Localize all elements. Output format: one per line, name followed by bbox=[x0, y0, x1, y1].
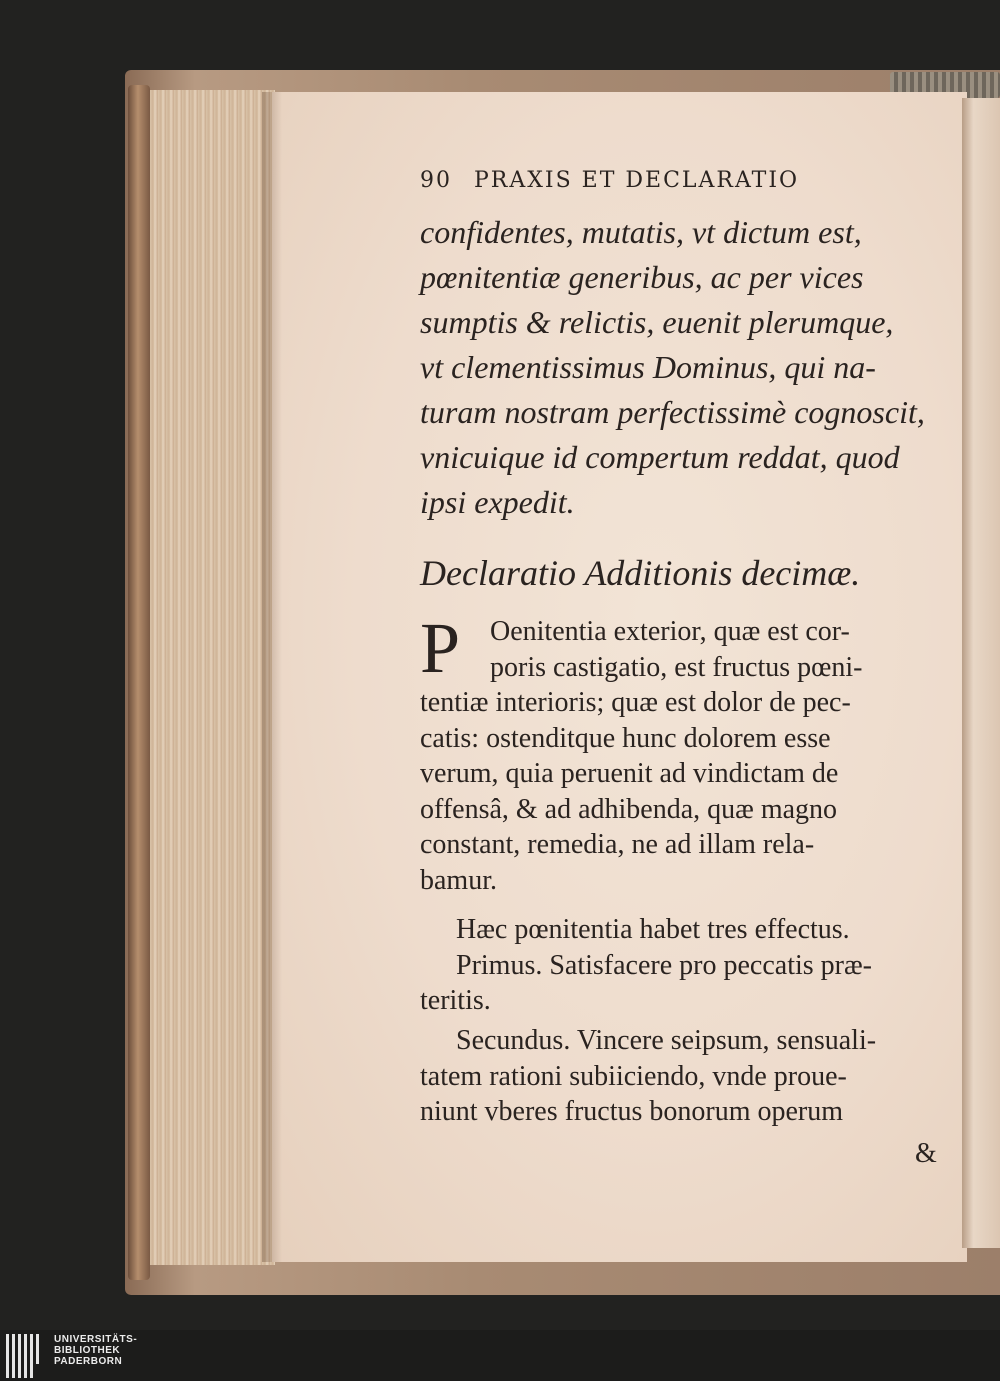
text-line: tentiæ interioris; quæ est dolor de pec- bbox=[420, 687, 851, 718]
text-line: turam nostram perfectissimè cognoscit, bbox=[420, 394, 925, 430]
text-line: Hæc pœnitentia habet tres effectus. bbox=[456, 914, 850, 945]
running-title: PRAXIS ET DECLARATIO bbox=[474, 168, 800, 193]
text-line: ipsi expedit. bbox=[420, 484, 575, 520]
text-line: Primus. Satisfacere pro peccatis præ- bbox=[456, 949, 872, 981]
footer-bar bbox=[0, 1330, 1000, 1381]
text-line: Secundus. Vincere seipsum, sensuali- bbox=[456, 1025, 877, 1056]
text-line: catis: ostenditque hunc dolorem esse bbox=[420, 722, 831, 754]
text-line: Oenitentia exterior, quæ est cor- bbox=[490, 616, 850, 647]
library-logo-icon bbox=[6, 1334, 46, 1378]
paragraph-2 bbox=[420, 912, 940, 1019]
facing-page-edge bbox=[962, 98, 1000, 1248]
text-line: sumptis & relictis, euenit plerumque, bbox=[420, 304, 894, 340]
text-line: poris castigatio, est fructus pœni- bbox=[490, 651, 863, 683]
paragraph-1 bbox=[420, 608, 940, 898]
library-line-3: PADERBORN bbox=[54, 1356, 123, 1367]
text-line: offensâ, & ad adhibenda, quæ magno bbox=[420, 793, 838, 825]
text-line: tatem rationi subiiciendo, vnde proue- bbox=[420, 1060, 847, 1092]
library-line-2: BIBLIOTHEK bbox=[54, 1345, 121, 1356]
library-line-1: UNIVERSITÄTS- bbox=[54, 1334, 138, 1345]
text-line: verum, quia peruenit ad vindictam de bbox=[420, 758, 839, 789]
text-line: vt clementissimus Dominus, qui na- bbox=[420, 349, 876, 385]
library-logo-text bbox=[54, 1334, 137, 1367]
text-line: niunt vberes fructus bonorum operum bbox=[420, 1096, 844, 1127]
page-block-edges bbox=[150, 90, 275, 1265]
page-number: 90 bbox=[420, 168, 452, 193]
section-heading: Declaratio Additionis decimæ. bbox=[420, 553, 861, 593]
book-spine-edge bbox=[128, 85, 150, 1280]
text-line: bamur. bbox=[420, 864, 497, 896]
drop-cap: P bbox=[420, 608, 461, 688]
italic-paragraph bbox=[420, 210, 940, 525]
text-line: confidentes, mutatis, vt dictum est, bbox=[420, 214, 862, 250]
paragraph-3 bbox=[420, 1023, 940, 1130]
text-line: vnicuique id compertum reddat, quod bbox=[420, 439, 900, 475]
text-line: teritis. bbox=[420, 985, 491, 1016]
gutter-shadow bbox=[262, 92, 282, 1262]
text-line: constant, remedia, ne ad illam rela- bbox=[420, 829, 815, 860]
catchword: & bbox=[915, 1138, 937, 1169]
text-line: pœnitentiæ generibus, ac per vices bbox=[420, 259, 864, 295]
running-header bbox=[420, 168, 940, 193]
